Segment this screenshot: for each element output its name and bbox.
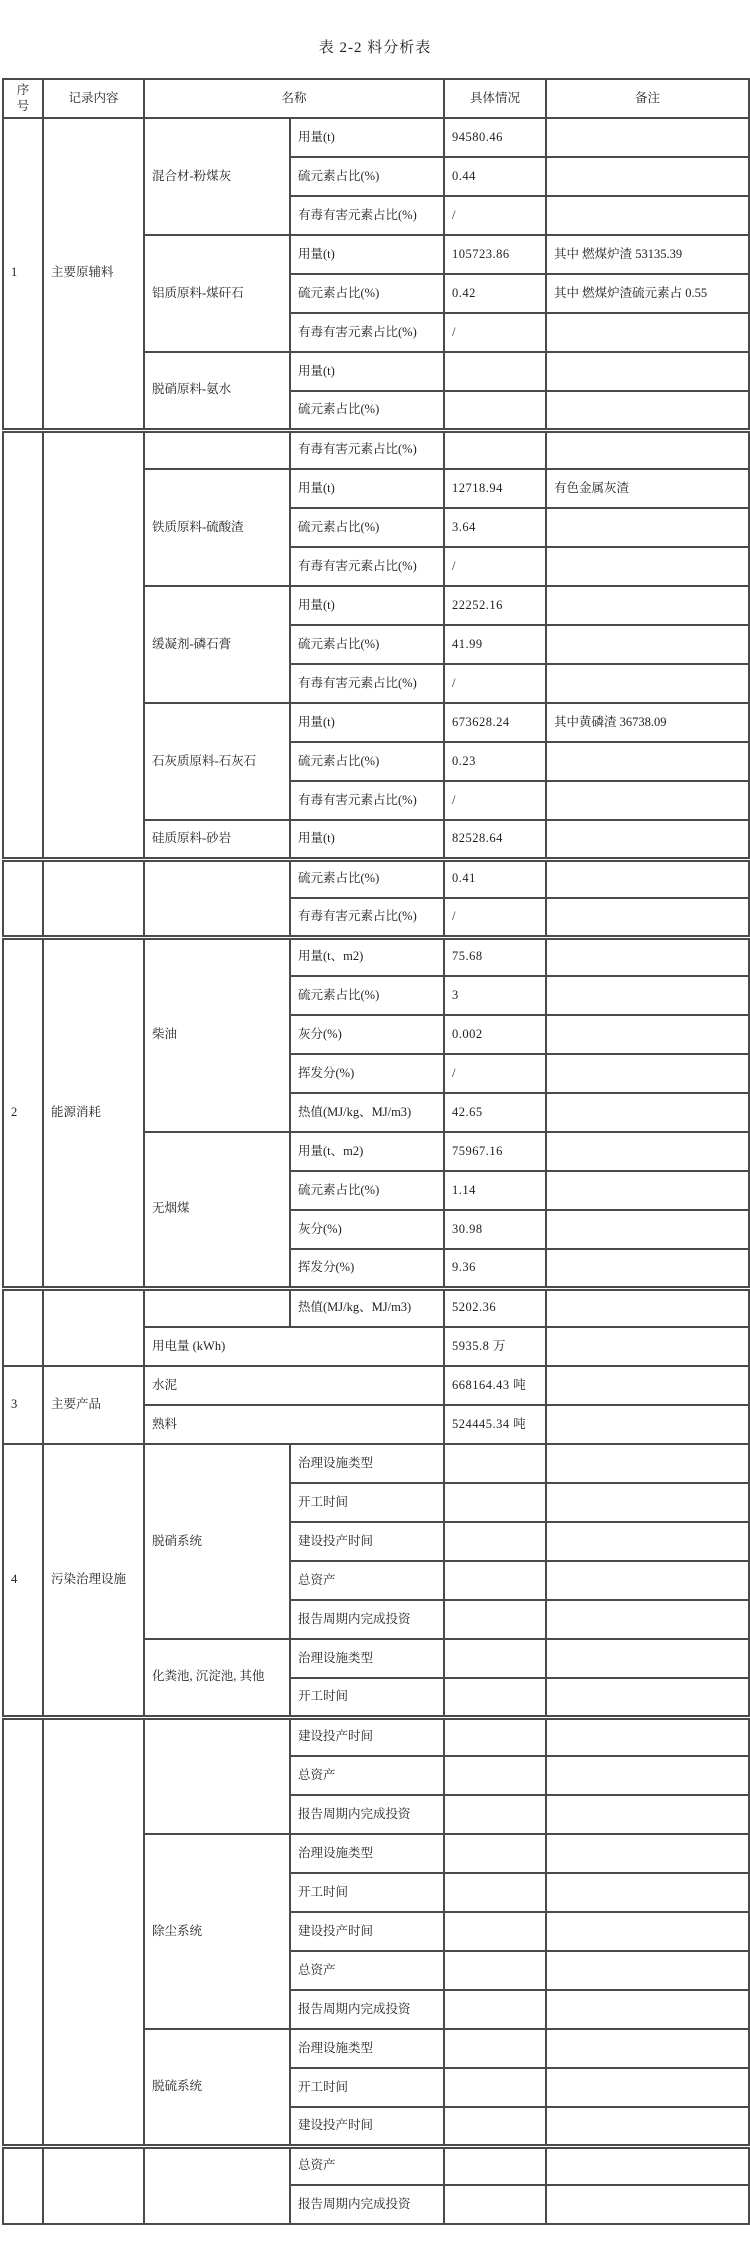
value-cell: 82528.64 bbox=[444, 820, 546, 859]
value-cell: 673628.24 bbox=[444, 703, 546, 742]
label-cell: 挥发分(%) bbox=[290, 1054, 444, 1093]
value-cell: 0.23 bbox=[444, 742, 546, 781]
value-cell: / bbox=[444, 1054, 546, 1093]
serial-cell bbox=[3, 859, 43, 937]
group-cell bbox=[144, 859, 290, 937]
label-cell: 开工时间 bbox=[290, 2068, 444, 2107]
value-cell: / bbox=[444, 547, 546, 586]
value-cell bbox=[444, 352, 546, 391]
label-cell: 治理设施类型 bbox=[290, 1834, 444, 1873]
serial-cell bbox=[3, 1288, 43, 1366]
value-cell bbox=[444, 1873, 546, 1912]
label-cell: 有毒有害元素占比(%) bbox=[290, 781, 444, 820]
remark-cell bbox=[546, 1873, 749, 1912]
table-row bbox=[3, 430, 749, 469]
col-header-serial: 序号 bbox=[3, 79, 43, 118]
remark-cell bbox=[546, 1483, 749, 1522]
remark-cell bbox=[546, 1444, 749, 1483]
value-cell: 30.98 bbox=[444, 1210, 546, 1249]
remark-cell bbox=[546, 1834, 749, 1873]
col-header-name: 名称 bbox=[144, 79, 444, 118]
serial-cell: 1 bbox=[3, 118, 43, 430]
value-cell bbox=[444, 2146, 546, 2185]
page-title: 表 2-2 料分析表 bbox=[318, 40, 432, 56]
label-cell: 热值(MJ/kg、MJ/m3) bbox=[290, 1093, 444, 1132]
value-cell: 94580.46 bbox=[444, 118, 546, 157]
value-cell: 9.36 bbox=[444, 1249, 546, 1288]
group-cell: 硅质原料-砂岩 bbox=[144, 820, 290, 859]
remark-cell bbox=[546, 352, 749, 391]
value-cell: 5202.36 bbox=[444, 1288, 546, 1327]
value-cell bbox=[444, 1600, 546, 1639]
label-cell: 有毒有害元素占比(%) bbox=[290, 313, 444, 352]
label-cell: 报告周期内完成投资 bbox=[290, 2185, 444, 2224]
table-row bbox=[3, 1717, 749, 1756]
remark-cell bbox=[546, 2029, 749, 2068]
col-header-detail: 具体情况 bbox=[444, 79, 546, 118]
remark-cell bbox=[546, 742, 749, 781]
label-cell: 用量(t) bbox=[290, 703, 444, 742]
remark-cell bbox=[546, 1912, 749, 1951]
remark-cell bbox=[546, 898, 749, 937]
group-cell bbox=[144, 2146, 290, 2224]
table-row bbox=[3, 937, 749, 976]
remark-cell bbox=[546, 625, 749, 664]
remark-cell bbox=[546, 118, 749, 157]
group-cell bbox=[144, 1717, 290, 1834]
remark-cell bbox=[546, 586, 749, 625]
value-cell: 668164.43 吨 bbox=[444, 1366, 546, 1405]
table-row bbox=[3, 1288, 749, 1327]
value-cell: 22252.16 bbox=[444, 586, 546, 625]
remark-cell bbox=[546, 1678, 749, 1717]
remark-cell bbox=[546, 547, 749, 586]
group-cell: 用电量 (kWh) bbox=[144, 1327, 444, 1366]
label-cell: 灰分(%) bbox=[290, 1210, 444, 1249]
remark-cell bbox=[546, 781, 749, 820]
value-cell: 41.99 bbox=[444, 625, 546, 664]
value-cell: / bbox=[444, 196, 546, 235]
col-header-record: 记录内容 bbox=[43, 79, 144, 118]
label-cell: 硫元素占比(%) bbox=[290, 157, 444, 196]
label-cell: 硫元素占比(%) bbox=[290, 508, 444, 547]
value-cell bbox=[444, 1834, 546, 1873]
label-cell: 硫元素占比(%) bbox=[290, 859, 444, 898]
label-cell: 硫元素占比(%) bbox=[290, 1171, 444, 1210]
value-cell bbox=[444, 1756, 546, 1795]
label-cell: 建设投产时间 bbox=[290, 2107, 444, 2146]
value-cell bbox=[444, 1951, 546, 1990]
label-cell: 硫元素占比(%) bbox=[290, 625, 444, 664]
label-cell: 有毒有害元素占比(%) bbox=[290, 547, 444, 586]
label-cell: 治理设施类型 bbox=[290, 1444, 444, 1483]
table-row bbox=[3, 859, 749, 898]
material-analysis-table bbox=[2, 78, 750, 2225]
value-cell bbox=[444, 430, 546, 469]
label-cell: 开工时间 bbox=[290, 1873, 444, 1912]
value-cell bbox=[444, 1678, 546, 1717]
value-cell: / bbox=[444, 313, 546, 352]
label-cell: 用量(t) bbox=[290, 469, 444, 508]
remark-cell: 其中黄磷渣 36738.09 bbox=[546, 703, 749, 742]
record-cell bbox=[43, 2146, 144, 2224]
table-row bbox=[3, 1366, 749, 1405]
value-cell bbox=[444, 2185, 546, 2224]
remark-cell bbox=[546, 1093, 749, 1132]
remark-cell bbox=[546, 1405, 749, 1444]
label-cell: 开工时间 bbox=[290, 1678, 444, 1717]
remark-cell bbox=[546, 1600, 749, 1639]
label-cell: 报告周期内完成投资 bbox=[290, 1600, 444, 1639]
remark-cell bbox=[546, 196, 749, 235]
value-cell: 3.64 bbox=[444, 508, 546, 547]
label-cell: 治理设施类型 bbox=[290, 1639, 444, 1678]
value-cell: / bbox=[444, 898, 546, 937]
value-cell: 0.002 bbox=[444, 1015, 546, 1054]
serial-cell: 2 bbox=[3, 937, 43, 1288]
remark-cell: 其中 燃煤炉渣 53135.39 bbox=[546, 235, 749, 274]
value-cell bbox=[444, 391, 546, 430]
label-cell: 挥发分(%) bbox=[290, 1249, 444, 1288]
remark-cell bbox=[546, 2107, 749, 2146]
value-cell bbox=[444, 1912, 546, 1951]
record-cell bbox=[43, 430, 144, 859]
remark-cell bbox=[546, 1990, 749, 2029]
remark-cell bbox=[546, 1756, 749, 1795]
table-row bbox=[3, 1444, 749, 1483]
label-cell: 建设投产时间 bbox=[290, 1912, 444, 1951]
value-cell bbox=[444, 1795, 546, 1834]
group-cell: 铁质原料-硫酸渣 bbox=[144, 469, 290, 586]
label-cell: 用量(t) bbox=[290, 118, 444, 157]
remark-cell bbox=[546, 1717, 749, 1756]
value-cell: 5935.8 万 bbox=[444, 1327, 546, 1366]
value-cell: 1.14 bbox=[444, 1171, 546, 1210]
remark-cell bbox=[546, 1639, 749, 1678]
remark-cell bbox=[546, 1522, 749, 1561]
remark-cell bbox=[546, 976, 749, 1015]
label-cell: 用量(t) bbox=[290, 235, 444, 274]
group-cell: 石灰质原料-石灰石 bbox=[144, 703, 290, 820]
remark-cell bbox=[546, 1132, 749, 1171]
label-cell: 硫元素占比(%) bbox=[290, 976, 444, 1015]
table-row bbox=[3, 2146, 749, 2185]
header-row bbox=[3, 79, 749, 118]
value-cell bbox=[444, 2107, 546, 2146]
value-cell: 0.41 bbox=[444, 859, 546, 898]
label-cell: 用量(t) bbox=[290, 586, 444, 625]
record-cell bbox=[43, 859, 144, 937]
value-cell: 0.42 bbox=[444, 274, 546, 313]
label-cell: 有毒有害元素占比(%) bbox=[290, 430, 444, 469]
remark-cell bbox=[546, 391, 749, 430]
value-cell: 75.68 bbox=[444, 937, 546, 976]
record-cell: 污染治理设施 bbox=[43, 1444, 144, 1717]
remark-cell bbox=[546, 1249, 749, 1288]
group-cell: 铝质原料-煤矸石 bbox=[144, 235, 290, 352]
group-cell: 无烟煤 bbox=[144, 1132, 290, 1288]
remark-cell bbox=[546, 1561, 749, 1600]
value-cell: / bbox=[444, 781, 546, 820]
record-cell: 主要产品 bbox=[43, 1366, 144, 1444]
remark-cell bbox=[546, 1210, 749, 1249]
remark-cell bbox=[546, 859, 749, 898]
remark-cell bbox=[546, 1327, 749, 1366]
label-cell: 治理设施类型 bbox=[290, 2029, 444, 2068]
col-header-remark: 备注 bbox=[546, 79, 749, 118]
label-cell: 用量(t) bbox=[290, 352, 444, 391]
label-cell: 总资产 bbox=[290, 2146, 444, 2185]
group-cell: 混合材-粉煤灰 bbox=[144, 118, 290, 235]
value-cell bbox=[444, 1522, 546, 1561]
label-cell: 灰分(%) bbox=[290, 1015, 444, 1054]
serial-cell bbox=[3, 430, 43, 859]
label-cell: 开工时间 bbox=[290, 1483, 444, 1522]
record-cell: 能源消耗 bbox=[43, 937, 144, 1288]
label-cell: 有毒有害元素占比(%) bbox=[290, 196, 444, 235]
serial-cell bbox=[3, 1717, 43, 2146]
record-cell bbox=[43, 1717, 144, 2146]
remark-cell bbox=[546, 1054, 749, 1093]
label-cell: 建设投产时间 bbox=[290, 1717, 444, 1756]
group-cell bbox=[144, 430, 290, 469]
value-cell bbox=[444, 1444, 546, 1483]
remark-cell bbox=[546, 1171, 749, 1210]
remark-cell bbox=[546, 1951, 749, 1990]
serial-cell: 3 bbox=[3, 1366, 43, 1444]
value-cell bbox=[444, 1561, 546, 1600]
record-cell: 主要原辅料 bbox=[43, 118, 144, 430]
remark-cell bbox=[546, 313, 749, 352]
group-cell: 化粪池, 沉淀池, 其他 bbox=[144, 1639, 290, 1717]
value-cell: 3 bbox=[444, 976, 546, 1015]
group-cell bbox=[144, 1288, 290, 1327]
group-cell: 除尘系统 bbox=[144, 1834, 290, 2029]
remark-cell bbox=[546, 2068, 749, 2107]
label-cell: 硫元素占比(%) bbox=[290, 742, 444, 781]
label-cell: 报告周期内完成投资 bbox=[290, 1795, 444, 1834]
value-cell: / bbox=[444, 664, 546, 703]
value-cell bbox=[444, 1717, 546, 1756]
table-row bbox=[3, 118, 749, 157]
table-body bbox=[3, 118, 749, 2224]
remark-cell bbox=[546, 1288, 749, 1327]
remark-cell bbox=[546, 157, 749, 196]
value-cell: 524445.34 吨 bbox=[444, 1405, 546, 1444]
remark-cell bbox=[546, 820, 749, 859]
value-cell: 12718.94 bbox=[444, 469, 546, 508]
value-cell bbox=[444, 1639, 546, 1678]
label-cell: 热值(MJ/kg、MJ/m3) bbox=[290, 1288, 444, 1327]
label-cell: 报告周期内完成投资 bbox=[290, 1990, 444, 2029]
label-cell: 用量(t) bbox=[290, 820, 444, 859]
value-cell: 0.44 bbox=[444, 157, 546, 196]
group-cell: 缓凝剂-磷石膏 bbox=[144, 586, 290, 703]
label-cell: 硫元素占比(%) bbox=[290, 391, 444, 430]
value-cell bbox=[444, 1483, 546, 1522]
label-cell: 总资产 bbox=[290, 1756, 444, 1795]
label-cell: 有毒有害元素占比(%) bbox=[290, 664, 444, 703]
label-cell: 用量(t、m2) bbox=[290, 937, 444, 976]
remark-cell bbox=[546, 430, 749, 469]
value-cell: 105723.86 bbox=[444, 235, 546, 274]
remark-cell bbox=[546, 2185, 749, 2224]
label-cell: 有毒有害元素占比(%) bbox=[290, 898, 444, 937]
remark-cell: 有色金属灰渣 bbox=[546, 469, 749, 508]
group-cell: 熟料 bbox=[144, 1405, 444, 1444]
remark-cell: 其中 燃煤炉渣硫元素占 0.55 bbox=[546, 274, 749, 313]
remark-cell bbox=[546, 1366, 749, 1405]
label-cell: 建设投产时间 bbox=[290, 1522, 444, 1561]
label-cell: 用量(t、m2) bbox=[290, 1132, 444, 1171]
remark-cell bbox=[546, 1795, 749, 1834]
group-cell: 水泥 bbox=[144, 1366, 444, 1405]
label-cell: 硫元素占比(%) bbox=[290, 274, 444, 313]
serial-cell bbox=[3, 2146, 43, 2224]
value-cell bbox=[444, 2068, 546, 2107]
value-cell: 42.65 bbox=[444, 1093, 546, 1132]
remark-cell bbox=[546, 1015, 749, 1054]
remark-cell bbox=[546, 508, 749, 547]
value-cell bbox=[444, 1990, 546, 2029]
value-cell bbox=[444, 2029, 546, 2068]
serial-cell: 4 bbox=[3, 1444, 43, 1717]
label-cell: 总资产 bbox=[290, 1561, 444, 1600]
group-cell: 柴油 bbox=[144, 937, 290, 1132]
group-cell: 脱硝系统 bbox=[144, 1444, 290, 1639]
record-cell bbox=[43, 1288, 144, 1366]
remark-cell bbox=[546, 2146, 749, 2185]
group-cell: 脱硫系统 bbox=[144, 2029, 290, 2146]
group-cell: 脱硝原料-氨水 bbox=[144, 352, 290, 430]
value-cell: 75967.16 bbox=[444, 1132, 546, 1171]
label-cell: 总资产 bbox=[290, 1951, 444, 1990]
remark-cell bbox=[546, 664, 749, 703]
remark-cell bbox=[546, 937, 749, 976]
